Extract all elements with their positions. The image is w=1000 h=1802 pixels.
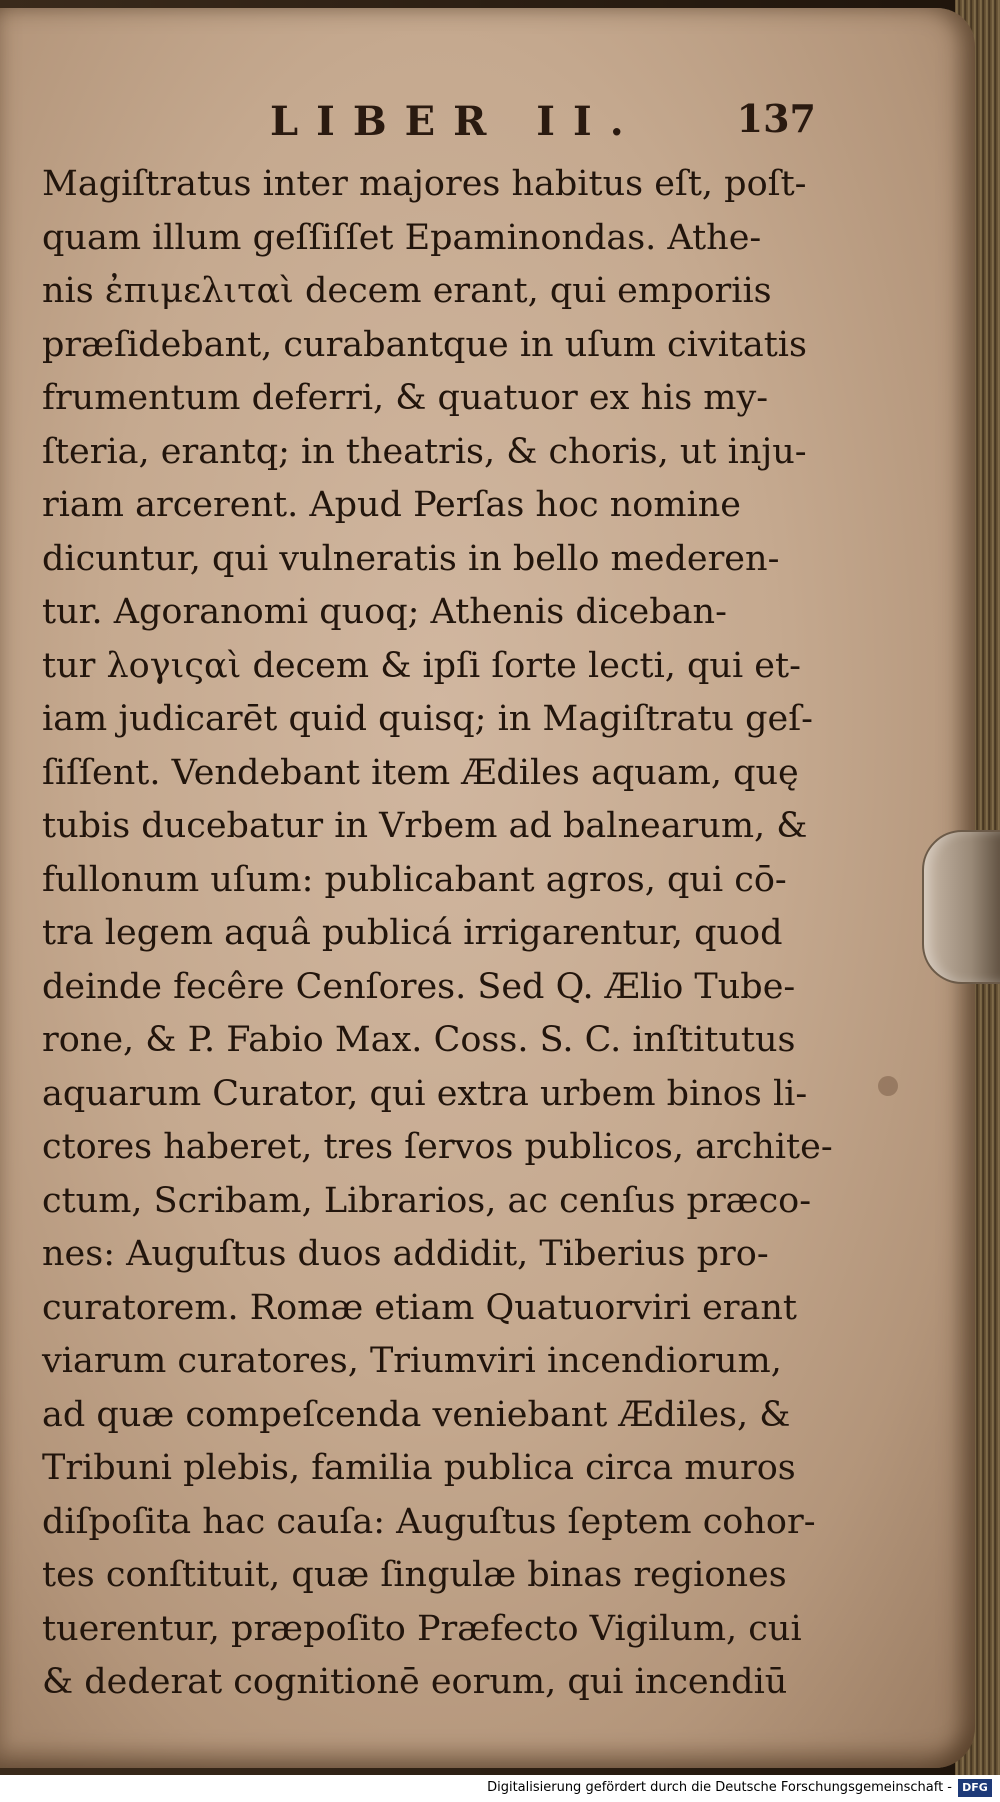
page-clip [922, 830, 1000, 984]
page-number: 137 [736, 96, 816, 141]
text-line: nis ἐπιμελιταὶ decem erant, qui emporiis [42, 271, 772, 311]
text-line: dicuntur, qui vulneratis in bello mederen- [42, 538, 780, 579]
text-line: riam arcerent. Apud Perſas hoc nomine [42, 485, 741, 525]
text-line: aquarum Curator, qui extra urbem binos li- [42, 1073, 808, 1114]
text-line: ſteria, erantq; in theatris, & choris, ut inju- [42, 431, 807, 472]
text-line: ſiſſent. Vendebant item Ædiles aquam, quę [42, 752, 799, 793]
text-line: deinde fecêre Cenſores. Sed Q. Ælio Tube- [42, 966, 796, 1007]
text-line: tra legem aquâ publicá irrigarentur, quod [42, 913, 783, 953]
running-head [270, 96, 830, 146]
stain-mark [878, 1076, 898, 1096]
text-line: Magiſtratus inter majores habitus eſt, poſt- [42, 164, 807, 204]
text-line: tur λογιςαὶ decem & ipſi ſorte lecti, qui et- [42, 645, 801, 686]
running-title: LIBER II. [270, 98, 642, 145]
book-page [0, 8, 975, 1768]
footer-bar [0, 1775, 1000, 1802]
text-line: tubis ducebatur in Vrbem ad balnearum, & [42, 806, 808, 846]
text-line: Tribuni plebis, familia publica circa muros [42, 1448, 796, 1488]
text-line: tes conſtituit, quæ ſingulæ binas regiones [42, 1555, 787, 1595]
text-line: ad quæ compeſcenda veniebant Ædiles, & [42, 1394, 791, 1435]
text-line: diſpoſita hac cauſa: Auguſtus ſeptem cohor- [42, 1501, 816, 1542]
dfg-logo: DFG [958, 1779, 992, 1797]
text-line: & dederat cognitionē eorum, qui incendiū [42, 1662, 788, 1702]
footer-note: Digitalisierung gefördert durch die Deutsche Forschungsgemeinschaft - [487, 1780, 952, 1795]
text-line: quam illum geſſiſſet Epaminondas. Athe- [42, 217, 762, 258]
text-line: tuerentur, præpoſito Præfecto Vigilum, cui [42, 1608, 802, 1649]
text-line: iam judicarēt quid quisq; in Magiſtratu geſ- [42, 699, 813, 739]
text-line: curatorem. Romæ etiam Quatuorviri erant [42, 1287, 797, 1328]
text-line: frumentum deferri, & quatuor ex his my- [42, 378, 769, 418]
text-line: rone, & P. Fabio Max. Coss. S. C. inſtitutus [42, 1020, 796, 1060]
text-line: præſidebant, curabantque in uſum civitatis [42, 324, 807, 365]
text-block [42, 158, 872, 1710]
text-line: ctum, Scribam, Librarios, ac cenſus præco- [42, 1180, 812, 1221]
text-line: ctores haberet, tres ſervos publicos, archite- [42, 1127, 833, 1167]
text-line: tur. Agoranomi quoq; Athenis diceban- [42, 592, 727, 632]
text-line: fullonum uſum: publicabant agros, qui cō- [42, 859, 787, 900]
text-line: nes: Auguſtus duos addidit, Tiberius pro- [42, 1234, 769, 1274]
text-line: viarum curatores, Triumviri incendiorum, [42, 1341, 782, 1381]
